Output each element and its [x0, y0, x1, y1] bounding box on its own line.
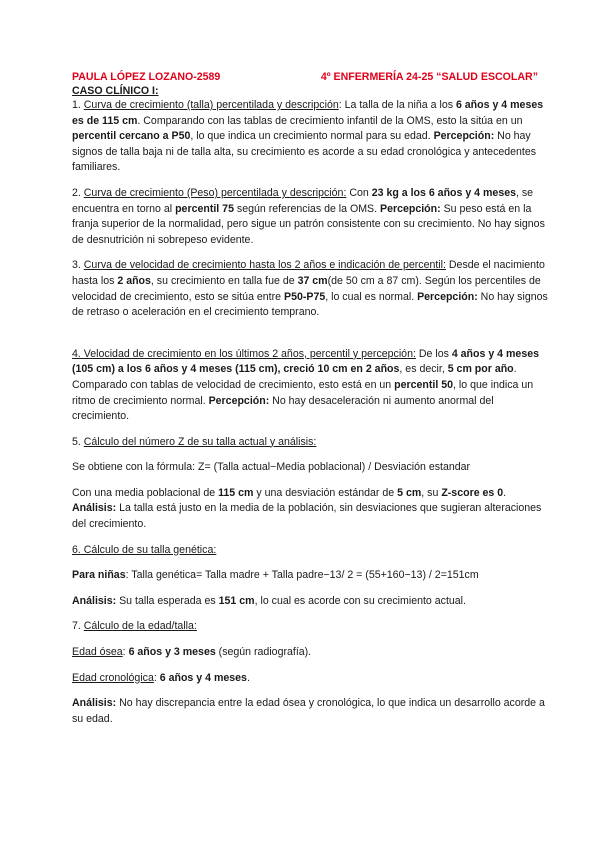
age-analysis: Análisis: No hay discrepancia entre la edad ósea y cronológica, lo que indica un desarrollo acorde a su edad. — [72, 697, 545, 725]
genetic-height-formula: Para niñas: Talla genética= Talla madre + Talla padre−13/ 2 = (55+160−13) / 2=151cm — [72, 569, 479, 582]
section-2-heading: Curva de crecimiento (Peso) percentilada y descripción: — [83, 186, 347, 199]
section-7-heading: Cálculo de la edad/talla: — [83, 620, 197, 633]
section-3: 3. Curva de velocidad de crecimiento hasta los 2 años e indicación de percentil: Desde el nacimiento hasta los 2 años, su crecimiento en talla fue de 37 cm(de 50 cm a 87 cm). Según los percentiles de velocidad de crecimiento, esto se sitúa entre P50-P75, lo cual es normal. Percepción: No hay signos de retraso o aceleración en el crecimiento temprano. — [72, 259, 548, 319]
section-7-heading-line: 7. Cálculo de la edad/talla: — [72, 620, 197, 633]
section-2: 2. Curva de crecimiento (Peso) percentilada y descripción: Con 23 kg a los 6 años y 4 meses, se encuentra en torno al percentil 75 según referencias de la OMS. Percepción: Su peso está en la franja superior de la normalidad, pero sigue un patrón consistente con su crecimiento. No hay signos de desnutrición ni sobrepeso evidente. — [72, 186, 545, 246]
z-formula: Se obtiene con la fórmula: Z= (Talla actual−Media poblacional) / Desviación estandar — [72, 461, 471, 474]
document-header — [72, 70, 548, 84]
z-analysis: Con una media poblacional de 115 cm y una desviación estándar de 5 cm, su Z-score es 0. Análisis: La talla está justo en la media de la población, sin desviaciones que sugieran alteraciones del crecimiento. — [72, 486, 542, 531]
section-1-heading: Curva de crecimiento (talla) percentilada y descripción — [83, 99, 339, 111]
document-page — [72, 70, 548, 727]
author-name: PAULA LÓPEZ LOZANO-2589 — [72, 71, 221, 83]
section-5-heading-line: 5. Cálculo del número Z de su talla actual y análisis: — [72, 435, 317, 448]
section-5-heading: Cálculo del número Z de su talla actual y análisis: — [83, 435, 317, 448]
bone-age: Edad ósea: 6 años y 3 meses (según radiografía). — [72, 646, 312, 659]
section-1: 1. Curva de crecimiento (talla) percentilada y descripción: La talla de la niña a los 6 años y 4 meses es de 115 cm. Comparando con las tablas de crecimiento infantil de la OMS, esto la sitúa en un percentil cercano a P50, lo que indica un crecimiento normal para su edad. Percepción: No hay signos de talla baja ni de talla alta, su crecimiento es acorde a su edad cronológica y antecedentes familiares. — [72, 99, 544, 174]
genetic-height-analysis: Análisis: Su talla esperada es 151 cm, lo cual es acorde con su crecimiento actual. — [72, 594, 466, 607]
section-6-heading-line — [72, 543, 548, 559]
section-6-heading: 6. Cálculo de su talla genética: — [72, 543, 217, 556]
case-title: CASO CLÍNICO I: — [72, 85, 159, 97]
section-4: 4. Velocidad de crecimiento en los últimos 2 años, percentil y percepción: De los 4 años y 4 meses (105 cm) a los 6 años y 4 meses (115 cm), creció 10 cm en 2 años, es decir, 5 cm por año. Comparado con tablas de velocidad de crecimiento, esto está en un percentil 50, lo que indica un ritmo de crecimiento normal. Percepción: No hay desaceleración ni aumento anormal del crecimiento. — [72, 347, 539, 423]
section-4-heading: 4. Velocidad de crecimiento en los últimos 2 años, percentil y percepción: — [72, 347, 416, 360]
course-title: 4º ENFERMERÍA 24-25 “SALUD ESCOLAR” — [320, 71, 538, 83]
section-3-heading: Curva de velocidad de crecimiento hasta los 2 años e indicación de percentil: — [83, 259, 446, 272]
chronological-age: Edad cronológica: 6 años y 4 meses. — [72, 671, 250, 684]
